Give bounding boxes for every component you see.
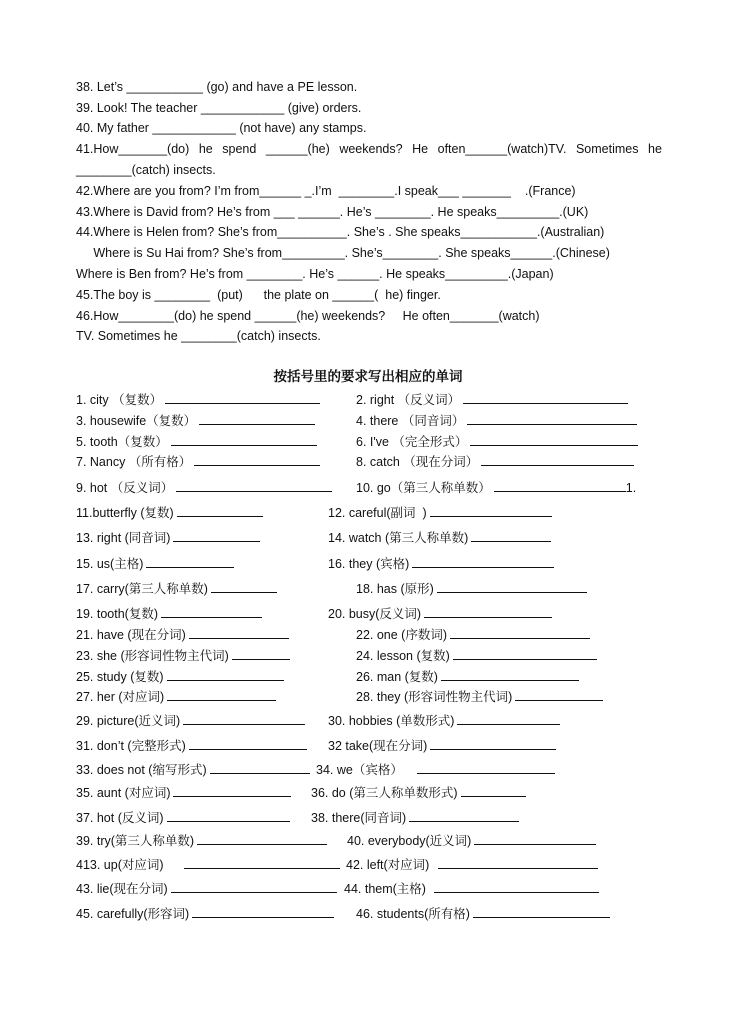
word-item — [344, 880, 599, 897]
word-item — [356, 668, 579, 685]
word-item — [76, 668, 284, 685]
sentence-39: 39. Look! The teacher ____________ (give) orders. — [76, 101, 362, 115]
word-item — [356, 580, 587, 597]
word-item-label: 18. has (原形) — [356, 582, 434, 596]
answer-blank[interactable] — [453, 647, 597, 660]
answer-blank[interactable] — [474, 832, 596, 845]
word-item — [76, 712, 305, 729]
word-item — [356, 647, 597, 664]
sentence-41 — [76, 141, 662, 157]
answer-blank[interactable] — [167, 668, 284, 681]
word-item-label: 28. they (形容词性物主代词) — [356, 690, 513, 704]
word-item-label: 1. city （复数） — [76, 393, 163, 407]
word-item-label: 16. they (宾格) — [328, 557, 410, 571]
word-item — [76, 433, 317, 450]
word-item-label: 13. right (同音词) — [76, 531, 171, 545]
answer-blank[interactable] — [211, 580, 277, 593]
answer-blank[interactable] — [463, 391, 628, 404]
sentence-41-part: ______(he) — [265, 142, 330, 156]
word-item — [316, 761, 555, 778]
word-item — [76, 504, 263, 521]
word-item-label: 45. carefully(形容词) — [76, 907, 190, 921]
word-item-label: 10. go（第三人称单数） — [356, 481, 491, 495]
word-item-label: 43. lie(现在分词) — [76, 882, 168, 896]
sentence-43: 43.Where is David from? He’s from ___ ______. He’s ________. He speaks_________.(UK) — [76, 205, 589, 219]
word-item-label: 17. carry(第三人称单数) — [76, 582, 208, 596]
answer-blank[interactable] — [430, 504, 552, 517]
word-item-label: 33. does not (缩写形式) — [76, 763, 207, 777]
sentence-45: 45.The boy is ________ (put) the plate on ______( he) finger. — [76, 288, 441, 302]
word-item-label: 4. there （同音词） — [356, 414, 465, 428]
answer-blank[interactable] — [467, 412, 637, 425]
word-item — [76, 880, 337, 897]
word-item-label: 39. try(第三人称单数) — [76, 834, 195, 848]
word-item-label: 9. hot （反义词） — [76, 481, 174, 495]
answer-blank[interactable] — [437, 580, 587, 593]
answer-blank[interactable] — [470, 433, 638, 446]
word-item-label: 3. housewife（复数） — [76, 414, 197, 428]
answer-blank[interactable] — [199, 412, 315, 425]
word-item — [356, 453, 634, 470]
word-item — [76, 391, 320, 408]
word-item — [328, 555, 554, 572]
word-item — [328, 712, 560, 729]
answer-blank[interactable] — [430, 737, 556, 750]
word-item — [76, 647, 290, 664]
answer-blank[interactable] — [194, 453, 320, 466]
sentence-41-part: He — [412, 142, 429, 156]
word-item-label: 29. picture(近义词) — [76, 714, 181, 728]
word-item-label: 21. have (现在分词) — [76, 628, 186, 642]
word-item-label: 14. watch (第三人称单数) — [328, 531, 469, 545]
section-title: 按括号里的要求写出相应的单词 — [273, 369, 463, 385]
word-item-label: 26. man (复数) — [356, 670, 438, 684]
answer-blank[interactable] — [494, 479, 626, 492]
answer-blank[interactable] — [171, 880, 337, 893]
sentence-44: 44.Where is Helen from? She’s from__________. She’s . She speaks___________.(Australian) — [76, 225, 605, 239]
word-item — [356, 626, 590, 643]
sentence-44-ben: Where is Ben from? He’s from ________. He’s ______. He speaks_________.(Japan) — [76, 267, 554, 281]
answer-blank[interactable] — [173, 529, 260, 542]
answer-blank[interactable] — [434, 880, 599, 893]
sentence-41-part: he — [198, 142, 213, 156]
sentence-38: 38. Let’s ___________ (go) and have a PE lesson. — [76, 80, 358, 94]
answer-blank[interactable] — [461, 784, 526, 797]
answer-blank[interactable] — [515, 688, 603, 701]
answer-blank[interactable] — [210, 761, 310, 774]
word-item-label: 2. right （反义词） — [356, 393, 461, 407]
answer-blank[interactable] — [167, 809, 290, 822]
word-item-label: 27. her (对应词) — [76, 690, 165, 704]
word-item-label: 5. tooth（复数） — [76, 435, 168, 449]
word-item — [346, 856, 598, 873]
word-item — [76, 529, 260, 546]
word-item-label: 44. them(主格) — [344, 882, 426, 896]
word-item — [76, 688, 276, 705]
word-item-label: 413. up(对应词) — [76, 858, 164, 872]
word-item-label: 22. one (序数词) — [356, 628, 448, 642]
word-item-label: 8. catch （现在分词） — [356, 455, 479, 469]
sentence-41-part: 41.How_______(do) — [76, 142, 190, 156]
sentence-46-continued: TV. Sometimes he ________(catch) insects. — [76, 329, 321, 343]
word-item-label: 35. aunt (对应词) — [76, 786, 171, 800]
word-item — [76, 580, 277, 597]
word-item — [76, 761, 310, 778]
word-item-label: 24. lesson (复数) — [356, 649, 450, 663]
answer-blank[interactable] — [197, 832, 327, 845]
word-item-label: 37. hot (反义词) — [76, 811, 164, 825]
answer-blank[interactable] — [424, 605, 552, 618]
word-item-label: 23. she (形容词性物主代词) — [76, 649, 229, 663]
word-item-label: 31. don’t (完整形式) — [76, 739, 186, 753]
answer-blank[interactable] — [232, 647, 290, 660]
word-item-label: 30. hobbies (单数形式) — [328, 714, 455, 728]
word-item-label: 25. study (复数) — [76, 670, 164, 684]
answer-blank[interactable] — [192, 905, 334, 918]
word-item-label: 36. do (第三人称单数形式) — [311, 786, 458, 800]
answer-blank[interactable] — [184, 856, 340, 869]
word-item — [356, 412, 637, 429]
answer-blank[interactable] — [409, 809, 519, 822]
word-item-label: 11.butterfly (复数) — [76, 506, 174, 520]
answer-blank[interactable] — [167, 688, 276, 701]
word-item — [76, 453, 320, 470]
sentence-41-part: weekends? — [339, 142, 403, 156]
word-item — [356, 433, 638, 450]
word-item-label: 6. I've （完全形式） — [356, 435, 468, 449]
sentence-46: 46.How________(do) he spend ______(he) weekends? He often_______(watch) — [76, 309, 540, 323]
sentence-41-part: spend — [222, 142, 257, 156]
answer-blank[interactable] — [171, 433, 317, 446]
word-item-label: 19. tooth(复数) — [76, 607, 158, 621]
answer-blank[interactable] — [441, 668, 579, 681]
sentence-41-part: Sometimes — [575, 142, 639, 156]
word-item — [76, 555, 234, 572]
word-item — [76, 626, 289, 643]
answer-blank[interactable] — [146, 555, 234, 568]
item-10-suffix: 1. — [625, 481, 637, 495]
sentence-44-su-hai: Where is Su Hai from? She’s from_________. She’s________. She speaks______.(Chinese) — [76, 246, 610, 260]
sentence-41-part: often______(watch)TV. — [437, 142, 567, 156]
answer-blank[interactable] — [412, 555, 554, 568]
word-item — [76, 479, 332, 496]
word-item-label: 20. busy(反义词) — [328, 607, 422, 621]
sentence-42: 42.Where are you from? I’m from______ _.I’m ________.I speak___ _______ .(France) — [76, 184, 576, 198]
word-item-label: 7. Nancy （所有格） — [76, 455, 192, 469]
word-item-label: 34. we（宾格） — [316, 763, 403, 777]
answer-blank[interactable] — [457, 712, 560, 725]
sentence-41-continued: ________(catch) insects. — [76, 163, 216, 177]
word-item-label: 40. everybody(近义词) — [347, 834, 472, 848]
word-item — [76, 412, 315, 429]
word-item — [328, 737, 556, 754]
answer-blank[interactable] — [438, 856, 598, 869]
word-item-label: 38. there(同音词) — [311, 811, 407, 825]
word-item-label: 42. left(对应词) — [346, 858, 430, 872]
answer-blank[interactable] — [161, 605, 262, 618]
answer-blank[interactable] — [417, 761, 555, 774]
answer-blank[interactable] — [189, 626, 289, 639]
word-item — [356, 905, 610, 922]
answer-blank[interactable] — [473, 905, 610, 918]
word-item-label: 46. students(所有格) — [356, 907, 470, 921]
word-item — [328, 529, 551, 546]
answer-blank[interactable] — [450, 626, 590, 639]
answer-blank[interactable] — [177, 504, 263, 517]
word-item-label: 32 take(现在分词) — [328, 739, 428, 753]
word-item — [311, 784, 526, 801]
answer-blank[interactable] — [173, 784, 291, 797]
answer-blank[interactable] — [183, 712, 305, 725]
word-item — [356, 391, 628, 408]
word-item — [347, 832, 596, 849]
answer-blank[interactable] — [189, 737, 307, 750]
sentence-41-part: he — [648, 142, 662, 156]
answer-blank[interactable] — [165, 391, 320, 404]
answer-blank[interactable] — [176, 479, 332, 492]
word-item — [76, 832, 327, 849]
word-item — [311, 809, 519, 826]
sentence-40: 40. My father ____________ (not have) any stamps. — [76, 121, 367, 135]
word-item — [76, 809, 290, 826]
word-item — [76, 905, 334, 922]
word-item-label: 12. careful(副词 ) — [328, 506, 427, 520]
word-item — [76, 856, 340, 873]
word-item — [76, 605, 262, 622]
word-item — [76, 784, 291, 801]
answer-blank[interactable] — [471, 529, 551, 542]
word-item — [328, 504, 552, 521]
answer-blank[interactable] — [481, 453, 634, 466]
word-item — [328, 605, 552, 622]
word-item — [356, 688, 603, 705]
word-item-label: 15. us(主格) — [76, 557, 144, 571]
word-item — [76, 737, 307, 754]
word-item — [356, 479, 636, 496]
